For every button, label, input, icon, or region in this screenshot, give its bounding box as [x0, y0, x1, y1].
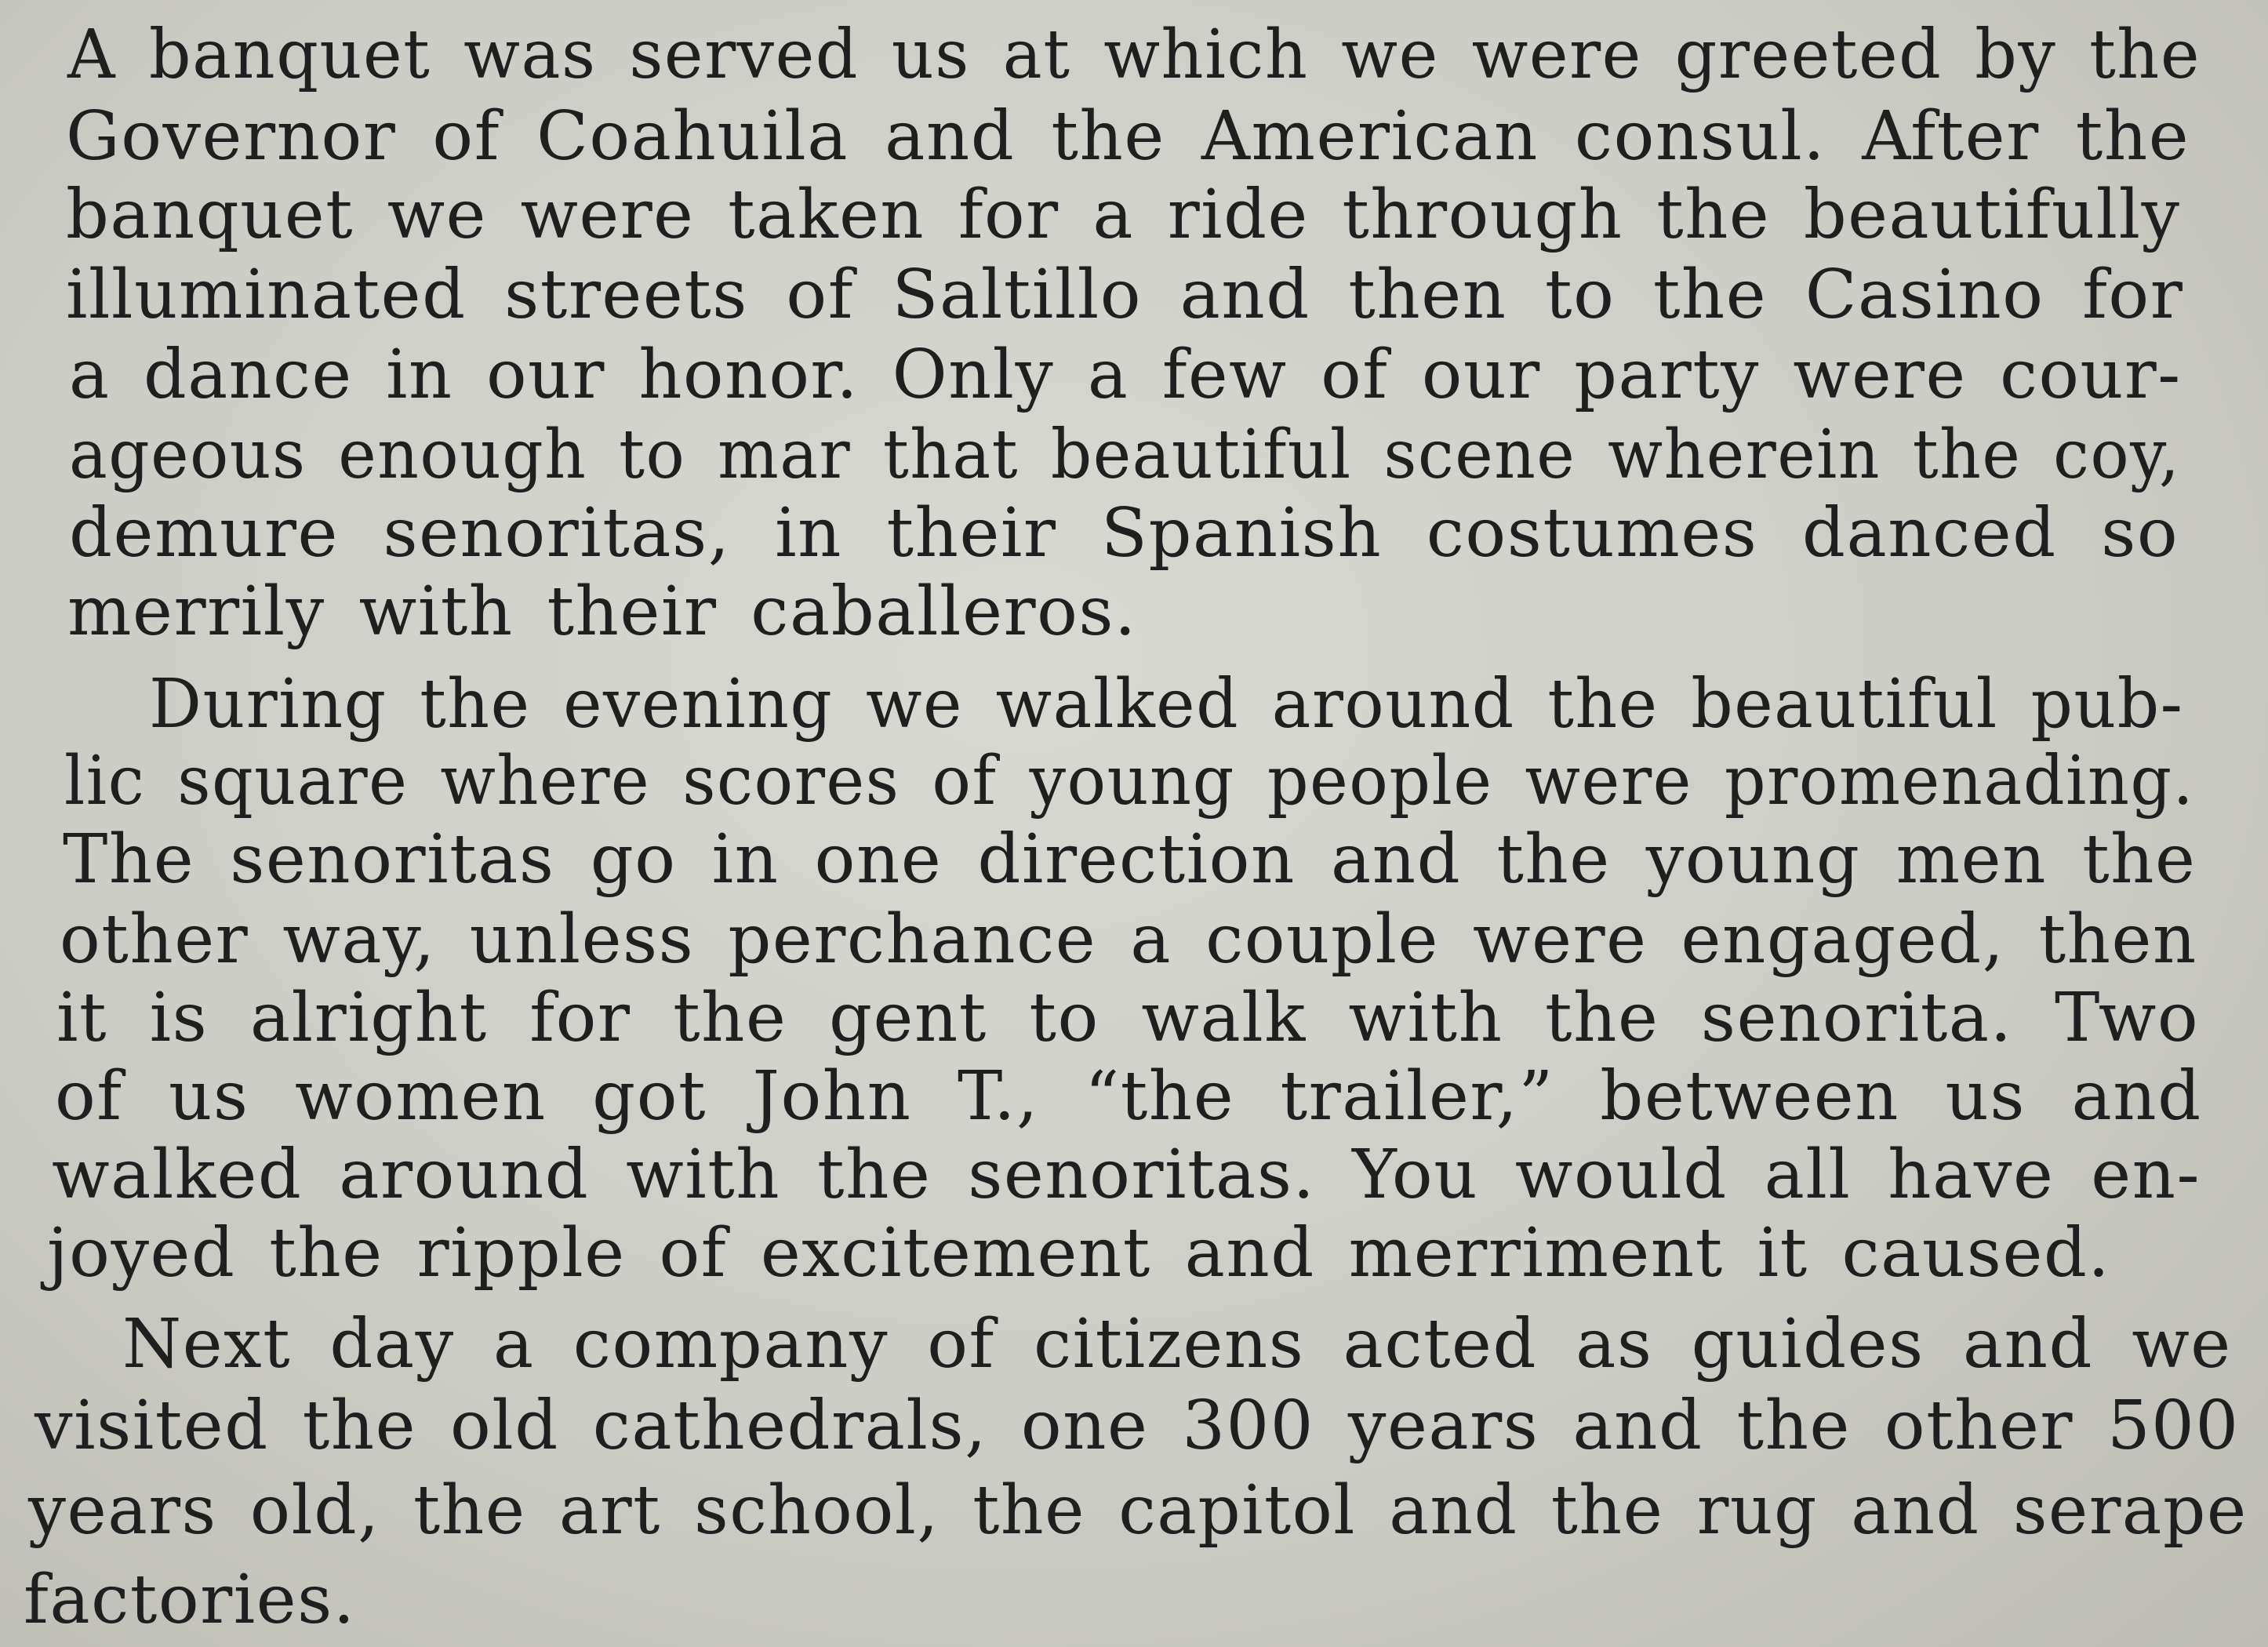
text-line: joyed the ripple of excitement and merriment it caused. — [47, 1214, 2111, 1293]
text-line: years old, the art school, the capitol and the rug and serape — [28, 1471, 2248, 1550]
text-line: of us women got John T., “the trailer,” between us and — [55, 1057, 2202, 1136]
text-line: visited the old cathedrals, one 300 years and the other 500 — [35, 1387, 2240, 1465]
text-line: it is alright for the gent to walk with the senorita. Two — [56, 979, 2200, 1057]
text-line: merrily with their caballeros. — [67, 573, 1137, 651]
text-line: The senoritas go in one direction and the young men the — [63, 820, 2197, 899]
text-line: banquet we were taken for a ride through the beautifully — [66, 176, 2181, 254]
text-line: ageous enough to mar that beautiful scene wherein the coy, — [69, 416, 2181, 494]
text-line: a dance in our honor. Only a few of our party were cour- — [69, 336, 2182, 414]
text-line: A banquet was served us at which we were greeted by the — [67, 16, 2201, 94]
text-line: demure senoritas, in their Spanish costumes danced so — [69, 494, 2179, 573]
text-line: lic square where scores of young people were promenading. — [64, 742, 2195, 820]
text-line: Governor of Coahuila and the American consul. After the — [66, 97, 2190, 176]
text-line: other way, unless perchance a couple were engaged, then — [60, 900, 2197, 979]
text-line: Next day a company of citizens acted as guides and we — [122, 1305, 2232, 1383]
text-line: walked around with the senoritas. You would all have en- — [52, 1136, 2201, 1214]
text-line: illuminated streets of Saltillo and then to the Casino for — [66, 256, 2184, 334]
text-line: During the evening we walked around the beautiful pub- — [149, 665, 2184, 744]
text-line: factories. — [24, 1561, 356, 1639]
